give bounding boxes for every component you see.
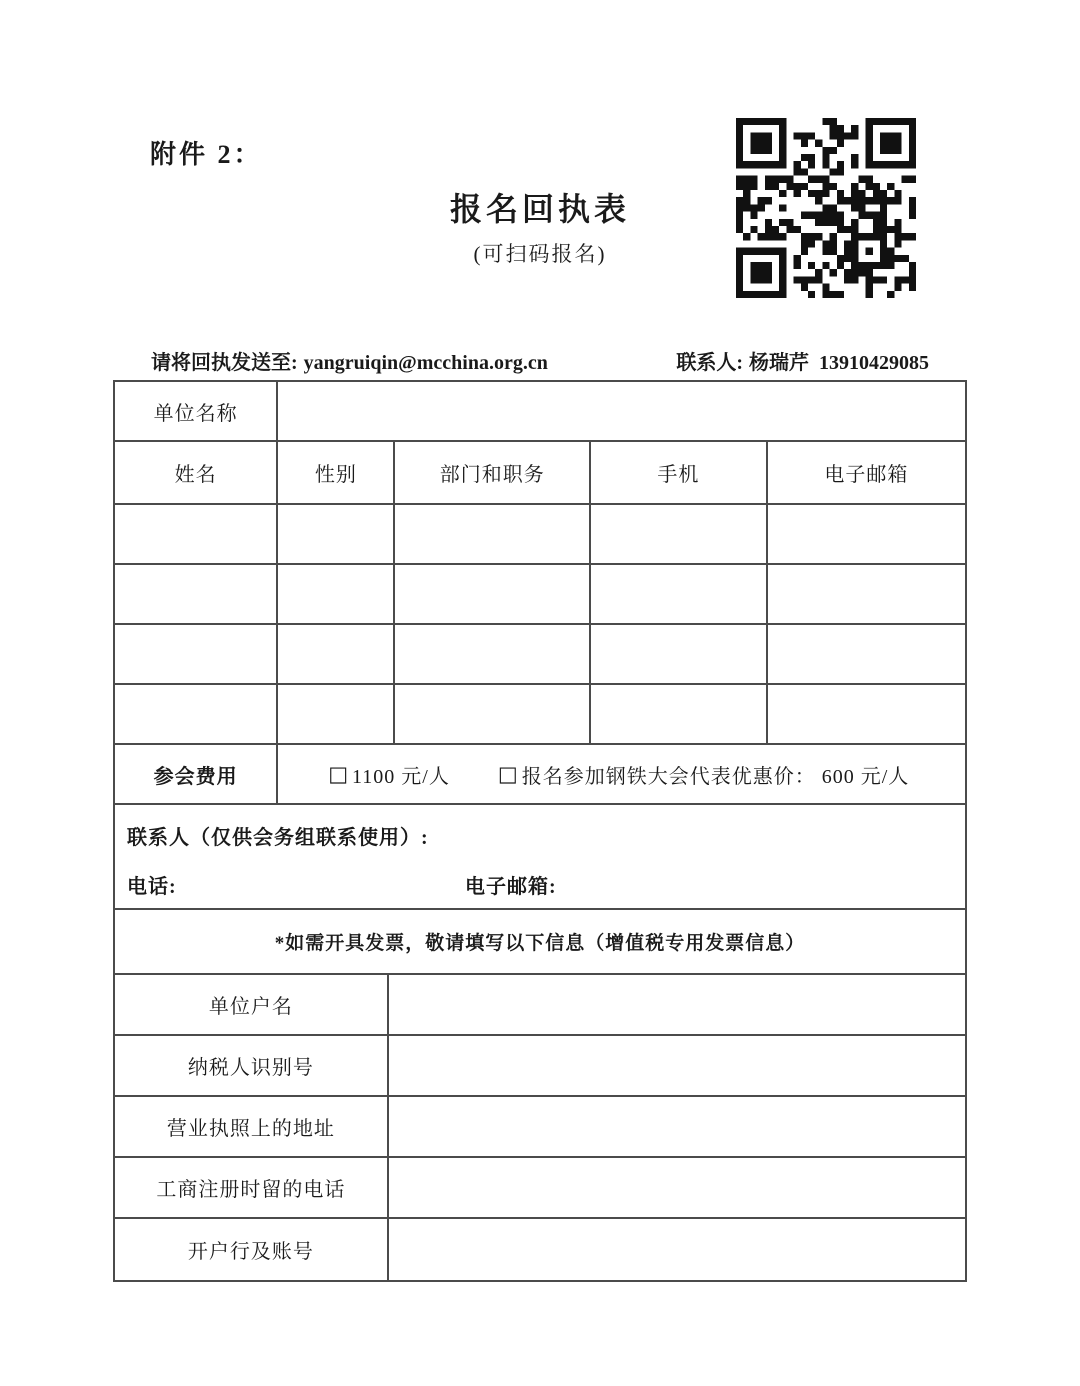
fee-row xyxy=(115,745,965,805)
registrant-empty-cell xyxy=(115,685,278,743)
column-header-cell: 姓名 xyxy=(115,442,278,503)
registrant-empty-cell xyxy=(591,685,768,743)
invoice-label-cell: 营业执照上的地址 xyxy=(115,1097,389,1156)
invoice-row xyxy=(115,1158,965,1219)
fee-label-cell: 参会费用 xyxy=(115,745,278,803)
send-to-email: yangruiqin@mcchina.org.cn xyxy=(303,352,548,374)
registrant-row xyxy=(115,505,965,565)
invoice-value-cell xyxy=(389,1158,965,1217)
registrant-empty-cell xyxy=(115,625,278,683)
unit-name-row xyxy=(115,382,965,442)
registrant-empty-cell xyxy=(395,505,591,563)
invoice-value-cell xyxy=(389,1219,965,1280)
registrant-empty-cell xyxy=(278,565,395,623)
fee-option-label: 1100 元/人 xyxy=(352,765,450,788)
column-header-row xyxy=(115,442,965,505)
send-to-line xyxy=(151,346,548,375)
column-header-cell: 部门和职务 xyxy=(395,442,591,503)
attachment-label: 附件 2： xyxy=(150,140,263,169)
registrant-empty-cell xyxy=(278,685,395,743)
column-header-cell: 性别 xyxy=(278,442,395,503)
invoice-row xyxy=(115,975,965,1036)
registrant-empty-cell xyxy=(768,625,965,683)
page-subtitle: (可扫码报名) xyxy=(473,242,607,266)
invoice-note-row xyxy=(115,910,965,975)
invoice-label-cell: 工商注册时留的电话 xyxy=(115,1158,389,1217)
registrant-empty-cell xyxy=(591,505,768,563)
contact-section-cell xyxy=(115,805,965,908)
registrant-empty-cell xyxy=(768,565,965,623)
registrant-empty-cell xyxy=(115,505,278,563)
registrant-empty-cell xyxy=(591,565,768,623)
column-header-cell: 手机 xyxy=(591,442,768,503)
registrant-empty-cell xyxy=(768,685,965,743)
registrant-row xyxy=(115,625,965,685)
contact-name: 杨瑞芹 xyxy=(749,352,809,374)
registrant-empty-cell xyxy=(278,625,395,683)
invoice-value-cell xyxy=(389,1097,965,1156)
contact-phone: 13910429085 xyxy=(819,352,929,374)
registrant-empty-cell xyxy=(395,565,591,623)
registrant-empty-cell xyxy=(395,685,591,743)
invoice-label-cell: 纳税人识别号 xyxy=(115,1036,389,1095)
registrant-row xyxy=(115,565,965,625)
invoice-value-cell xyxy=(389,1036,965,1095)
invoice-label-cell: 单位户名 xyxy=(115,975,389,1034)
registrant-empty-cell xyxy=(395,625,591,683)
fee-option xyxy=(498,760,909,789)
fee-option-label: 报名参加钢铁大会代表优惠价： 600 元/人 xyxy=(521,765,910,788)
contact-fields-line xyxy=(127,870,557,899)
registrant-empty-cell xyxy=(115,565,278,623)
contact-section-row xyxy=(115,805,965,910)
unit-name-value-cell xyxy=(278,382,965,440)
invoice-note-cell: *如需开具发票，敬请填写以下信息（增值税专用发票信息） xyxy=(274,933,806,954)
phone-field-label: 电话: xyxy=(127,876,177,898)
contact-person-line xyxy=(676,346,929,375)
registrant-row xyxy=(115,685,965,745)
registrant-empty-cell xyxy=(278,505,395,563)
invoice-label-cell: 开户行及账号 xyxy=(115,1219,389,1280)
registration-form-table xyxy=(113,380,967,1282)
checkbox-icon[interactable]: □ xyxy=(328,762,350,786)
send-instruction-line xyxy=(113,346,967,375)
invoice-row xyxy=(115,1097,965,1158)
send-to-label: 请将回执发送至: xyxy=(151,352,298,374)
invoice-row xyxy=(115,1219,965,1280)
unit-name-label-cell: 单位名称 xyxy=(115,382,278,440)
fee-options-cell xyxy=(278,745,965,803)
contact-section-label: 联系人（仅供会务组联系使用）: xyxy=(127,827,429,849)
column-header-cell: 电子邮箱 xyxy=(824,464,909,486)
email-field-label: 电子邮箱: xyxy=(465,876,557,898)
invoice-row xyxy=(115,1036,965,1097)
invoice-value-cell xyxy=(389,975,965,1034)
registrant-empty-cell xyxy=(768,505,965,563)
contact-label: 联系人: xyxy=(676,352,743,374)
page-title: 报名回执表 xyxy=(449,191,630,227)
checkbox-icon[interactable]: □ xyxy=(497,762,519,786)
registrant-empty-cell xyxy=(591,625,768,683)
fee-option xyxy=(328,760,450,789)
